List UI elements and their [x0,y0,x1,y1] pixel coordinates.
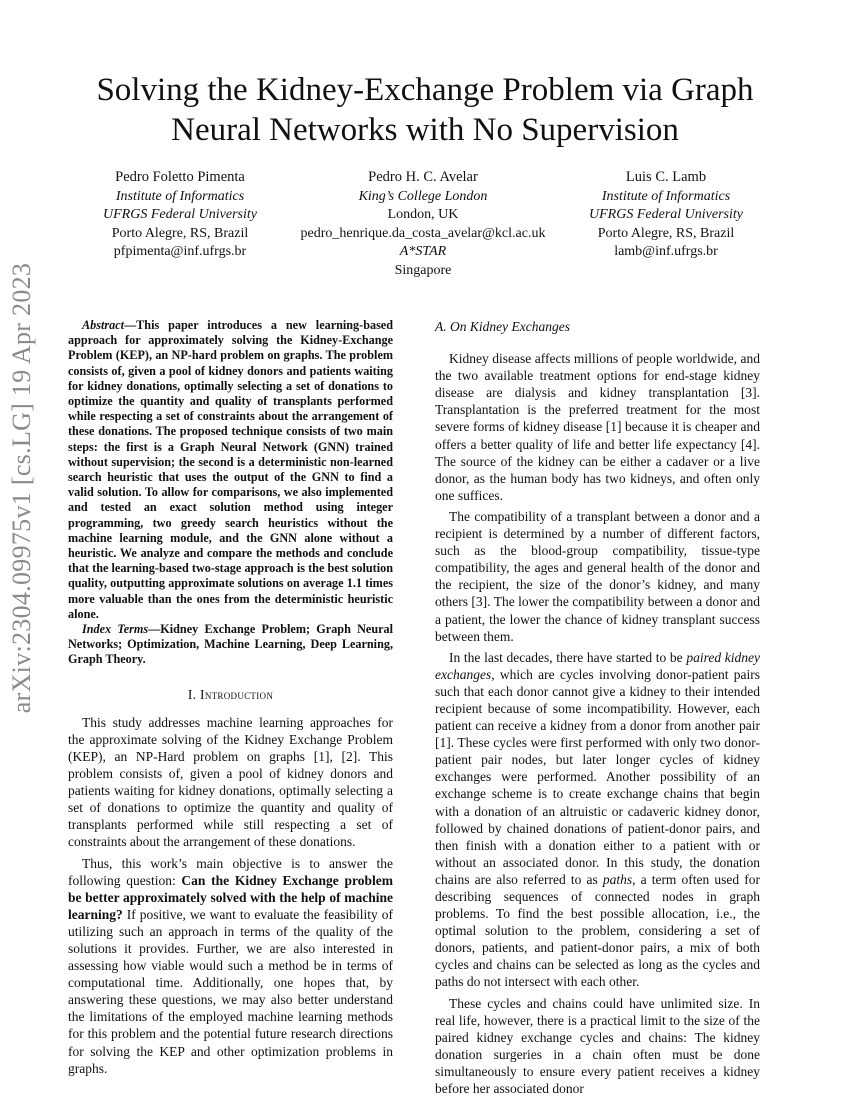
arxiv-identifier [2,262,42,713]
research-question: Can the Kidney Exchange problem be better approximately solved with the help of machine learning? [68,872,393,922]
author-organization: UFRGS Federal University [589,207,743,222]
author-organization: UFRGS Federal University [103,207,257,222]
author-location-secondary: Singapore [394,262,452,278]
author-block-2 [292,168,554,280]
author-email: pedro_henrique.da_costa_avelar@kcl.ac.uk [300,225,546,241]
author-name: Pedro H. C. Avelar [368,169,478,185]
author-location: Porto Alegre, RS, Brazil [111,225,249,241]
author-affiliation: Institute of Informatics [115,188,245,204]
author-block-1 [95,168,265,262]
term-paths: paths [602,871,633,887]
right-column [435,318,760,1097]
author-email: lamb@inf.ufrgs.br [614,244,718,259]
author-location: London, UK [387,207,459,222]
intro-paragraph-2 [68,855,393,1077]
author-affiliation-secondary: A*STAR [399,244,447,259]
abstract [68,318,393,622]
kidney-paragraph-4: These cycles and chains could have unlimited size. In real life, however, there is a practical limit to the size of the paired kidney exchange cycles and chains: The kidney donation surgeries in a chain often must be done simultaneously to ensure every patient receives a kidney before her associated donor [435,995,760,1097]
author-email: pfpimenta@inf.ufrgs.br [113,244,247,259]
abstract-text: —This paper introduces a new learning-based approach for approximately solving the Kidney-Exchange Problem (KEP), an NP-hard problem on graphs. The problem consists of, given a pool of kidney donors and patients waiting for kidney donations, optimally selecting a set of donations to optimize the quantity and quality of transplants performed while respecting a set of constraints about the arrangement of these donations. The proposed technique consists of two main steps: the first is a Graph Neural Network (GNN) trained without supervision; the second is a deterministic non-learned search heuristic that uses the output of the GNN to find a valid solution. To allow for comparisons, we also implemented and tested an exact solution method using integer programming, two greedy search heuristics without the machine learning module, and the GNN alone without a heuristic. We analyze and compare the methods and conclude that the learning-based two-stage approach is the best solution quality, outputting approximate solutions on average 1.1 times more valuable than the ones from the deterministic heuristic alone. [68,318,393,621]
index-terms-label: Index Terms [82,622,149,637]
kidney-paragraph-2: The compatibility of a transplant between a donor and a recipient is determined by a number of different factors, such as the blood-group compatibility, tissue-type compatibility, the ages and general health of the donor and the recipient, the size of the donor’s kidney, and many others [3]. The lower the compatibility between a donor and a patient, the lower the chance of kidney transplant success between them. [435,508,760,644]
paper-title: Solving the Kidney-Exchange Problem via Graph Neural Networks with No Supervision [96,72,754,148]
author-location: Porto Alegre, RS, Brazil [597,225,735,241]
kidney-p3-part-a: In the last decades, there have started to be [449,649,687,665]
kidney-paragraph-1: Kidney disease affects millions of people worldwide, and the two available treatment options for end-stage kidney disease are dialysis and kidney transplantation [3]. Transplantation is the preferred treatment for the most severe forms of kidney disease [1] because it is cheaper and offers a better quality of life and better life expectancy [4]. The source of the kidney can be either a cadaver or a live donor, as the human body has two kidneys, and often only one suffices. [435,351,760,503]
author-block-3 [576,168,756,262]
intro-paragraph-1: This study addresses machine learning approaches for the approximate solving of the Kidney Exchange Problem (KEP), an NP-Hard problem on graphs [1], [2]. This problem consists of, given a pool of kidney donors and patients waiting for kidney donations, optimally selecting a set of donations to optimize the quantity and quality of transplants performed while still respecting a set of constraints about the arrangement of these donations. [68,714,393,850]
left-column [68,318,393,1077]
kidney-p3-part-b: , which are cycles involving donor-patient pairs such that each donor cannot give a kidney to their intended recipient because of some incompatibility. However, each patient can receive a kidney from a donor from another pair [1]. These cycles were first performed with only two donor-patient pair nodes, but later longer cycles of kidney exchanges were performed. Another possibility of an exchange scheme is to create exchange chains that begin with a donation of an altruistic or cadaveric kidney donor, followed by chained donations of patient-donor pairs, and then finish with a donation either to a patient with or without an associated donor. In this study, the donation chains are also referred to as [435,666,760,887]
subsection-heading: A. On Kidney Exchanges [435,319,570,334]
author-name: Pedro Foletto Pimenta [115,169,245,185]
intro-p2-start: Thus, this work’s main objective is to answer the following question: [68,855,393,888]
intro-p2-end: If positive, we want to evaluate the feasibility of utilizing such an approach in terms of the quality of the solutions it provides. Further, we are also interested in assessing how viable would such a method be in terms of computational time. Additionally, one hopes that, by answering these questions, we may also better understand the limitations of the employed machine learning methods for this problem and the potential future research directions for solving the KEP and other optimization problems in graphs. [68,906,393,1076]
index-terms-text: —Kidney Exchange Problem; Graph Neural Networks; Optimization, Machine Learning, Deep Learning, Graph Theory. [68,622,393,667]
kidney-paragraph-3 [435,649,760,991]
section-number: I. [187,686,197,702]
term-paired-kidney-exchanges: paired kidney exchanges [435,649,760,682]
author-affiliation: Institute of Informatics [601,188,731,204]
section-title: Introduction [200,686,274,702]
abstract-label: Abstract [82,318,124,332]
arxiv-identifier-text: arXiv:2304.09975v1 [cs.LG] 19 Apr 2023 [7,262,36,713]
author-name: Luis C. Lamb [625,169,707,185]
section-heading-introduction [68,686,393,703]
author-affiliation: King’s College London [358,188,488,204]
index-terms [68,622,393,668]
kidney-p3-part-c: , a term often used for describing sequences of connected nodes in graph problems. To find the best possible allocation, i.e., the optimal solution to the problem, considering a set of donors, patients, and patient-donor pairs, a mix of both cycles and chains can be selected as long as the cycles and paths do not intersect with each other. [435,871,760,990]
